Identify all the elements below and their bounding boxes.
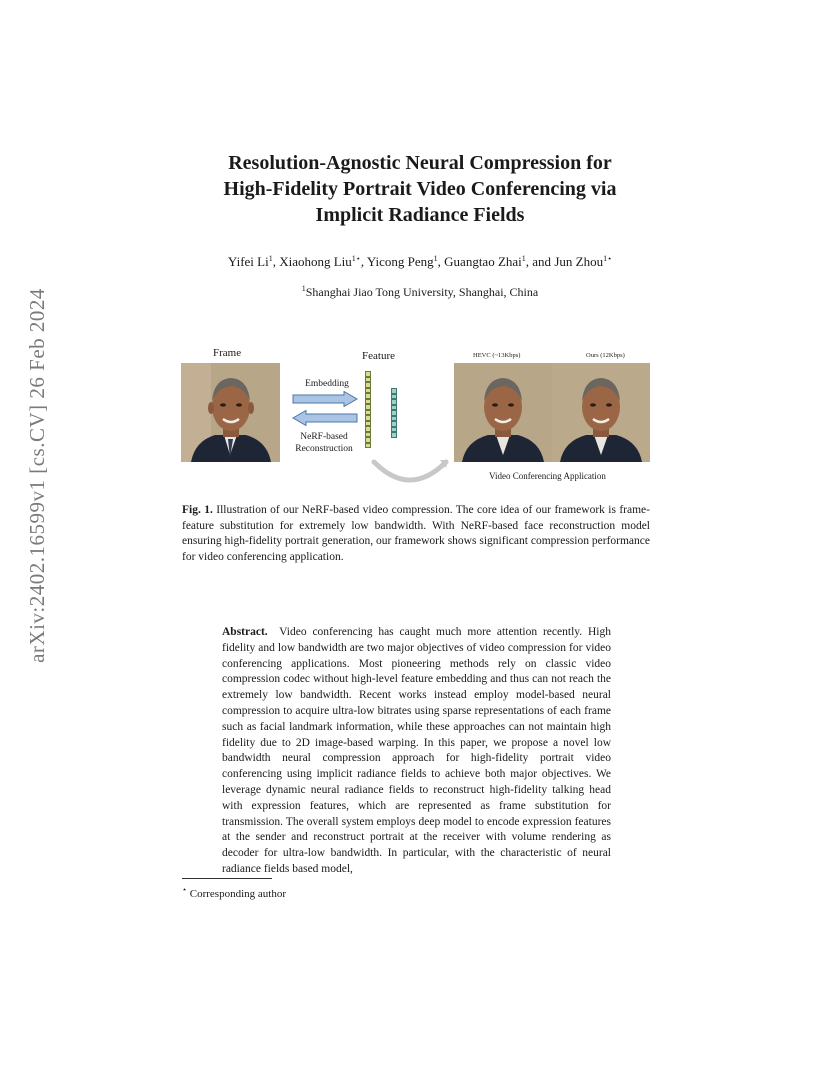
embedding-label: Embedding [305,379,349,389]
figure-1 [180,340,650,485]
feature-label: Feature [362,350,395,362]
author: Guangtao Zhai$^1$ [444,254,526,269]
ours-label: Ours (12Kbps) [586,352,625,359]
hevc-portrait-image [454,363,552,462]
footnote-rule [182,878,272,879]
feature-vector-2 [391,388,397,438]
author: Xiaohong Liu$^{1⋆}$ [279,254,361,269]
reconstruction-label: NeRF-based Reconstruction [295,432,353,454]
hevc-label: HEVC (~13Kbps) [473,352,521,359]
figure-caption: Fig. 1. Illustration of our NeRF-based video compression. The core idea of our framework is frame-feature substitution for extremely low bandwidth. With NeRF-based face reconstruction model ensuring high-fidelity portrait generation, our framework shows significant compression performance for video conferencing application. [182,504,650,563]
transmission-curve-icon [370,458,450,493]
author: Yicong Peng$^1$ [366,254,438,269]
author: Yifei Li$^1$ [227,254,273,269]
author-list: Yifei Li$^1$, Xiaohong Liu$^{1⋆}$, Yicong Peng$^1$, Guangtao Zhai$^1$, and Jun Zhou$^{1⋆}$ [227,254,613,269]
affiliation: $^1$Shanghai Jiao Tong University, Shanghai, China [301,284,539,299]
footnote: ⋆ Corresponding author [182,885,286,900]
title-line: Resolution-Agnostic Neural Compression for [228,152,612,174]
application-label: Video Conferencing Application [489,471,606,481]
paper-title [150,150,690,228]
frame-label: Frame [213,347,242,359]
embedding-arrow-icon [292,391,358,412]
frame-portrait-image [181,363,280,462]
reconstruction-arrow-icon [292,410,358,431]
arxiv-stamp: arXiv:2402.16599v1 [cs.CV] 26 Feb 2024 [24,287,49,663]
title-line: Implicit Radiance Fields [315,204,525,226]
feature-vector-1 [365,371,371,448]
title-line: High-Fidelity Portrait Video Conferencing via [223,178,617,200]
ours-portrait-image [552,363,650,462]
author: Jun Zhou$^{1⋆}$ [554,254,613,269]
abstract: Abstract. Video conferencing has caught much more attention recently. High fidelity and low bandwidth are two major objectives of video compression for video conferencing applications. Most pioneering methods rely on classic video compression codec without high-level feature embedding and thus can not reach the extremely low bandwidth. Recent works instead employ model-based neural compression to acquire ultra-low bitrates using sparse representations of each frame such as facial landmark information, while these approaches can not maintain high fidelity due to 2D image-based warping. In this paper, we propose a novel low bandwidth neural compression approach for high-fidelity portrait video conferencing using implicit radiance fields to achieve both major objectives. We leverage dynamic neural radiance fields to reconstruct high-fidelity talking head with expression features, which are represented as frame substitution for transmission. The overall system employs deep model to encode expression features at the sender and reconstruct portrait at the receiver with volume rendering as decoder for ultra-low bandwidth. In particular, with the characteristic of neural radiance fields based model, [222,626,611,875]
